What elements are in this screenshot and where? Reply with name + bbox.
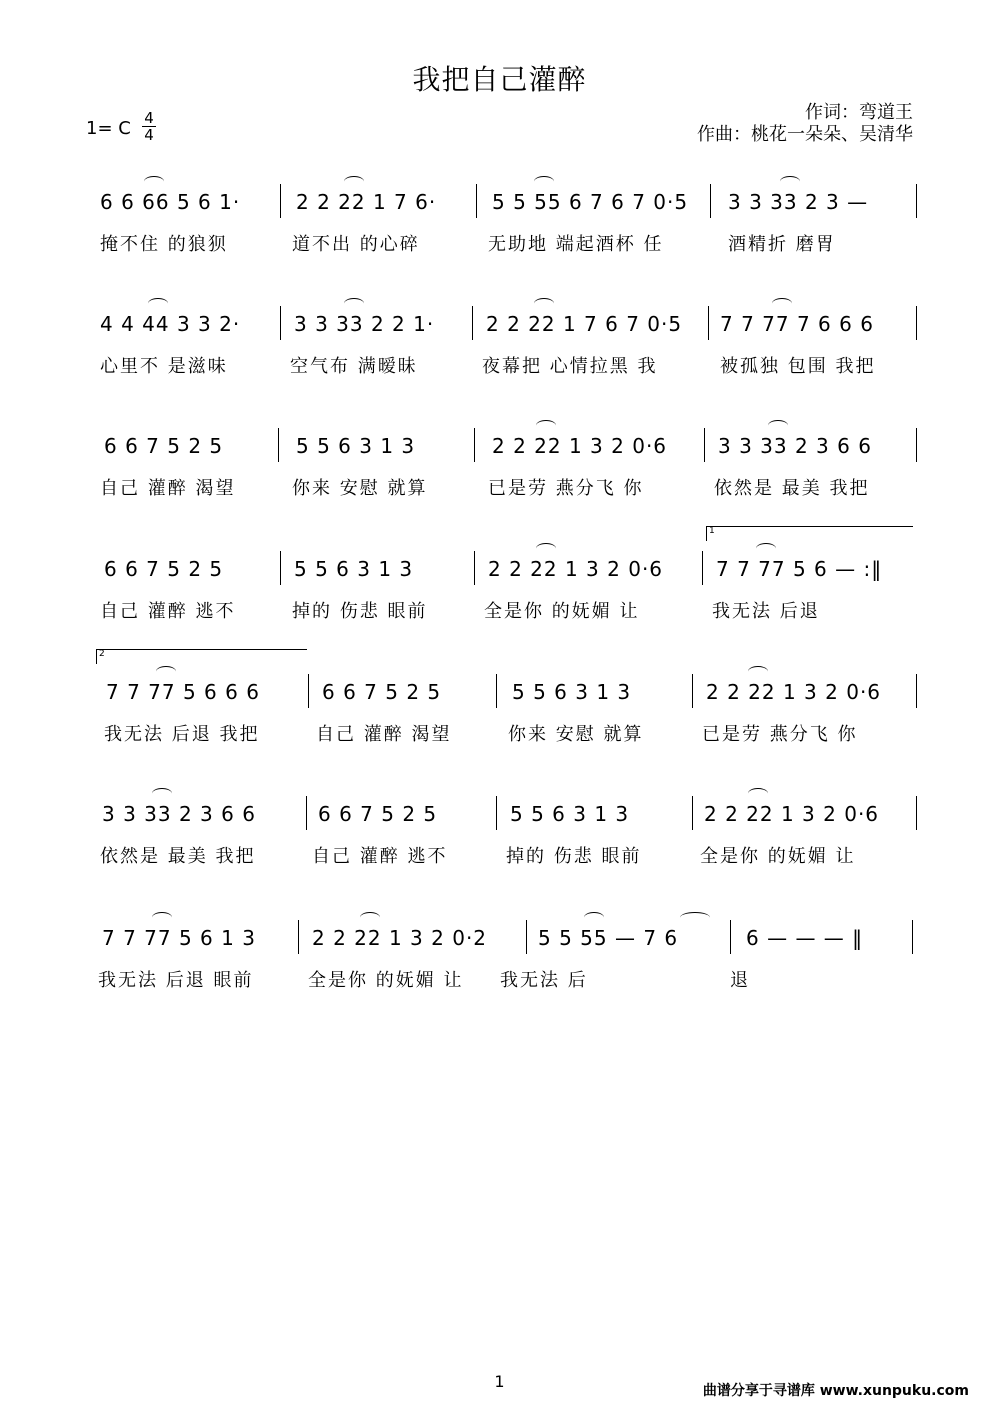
measure-notes: 2 2 22 1 3 2 0·6: [706, 680, 882, 704]
slur-mark: [152, 912, 172, 923]
volta-bracket-2: 2: [96, 649, 307, 664]
lyric-text: 已是劳 燕分飞 你: [488, 478, 644, 499]
composer-credit: 作曲：桃花一朵朵、吴清华: [697, 124, 913, 145]
lyric-text: 你来 安慰 就算: [508, 724, 644, 745]
measure-notes: 4 4 44 3 3 2·: [100, 312, 241, 336]
measure-notes: 6 6 7 5 2 5: [104, 434, 224, 458]
lyric-text: 全是你 的妩媚 让: [308, 970, 464, 991]
measure-notes: 5 5 6 3 1 3: [296, 434, 416, 458]
lyric-text: 酒精折 磨胃: [728, 234, 836, 255]
lyric-text: 已是劳 燕分飞 你: [702, 724, 858, 745]
measure-notes: 3 3 33 2 3 6 6: [718, 434, 872, 458]
lyric-text: 你来 安慰 就算: [292, 478, 428, 499]
lyric-text: 心里不 是滋味: [100, 356, 228, 377]
lyric-text: 自己 灌醉 渴望: [100, 478, 236, 499]
lyric-text: 我无法 后退 我把: [104, 724, 260, 745]
slur-mark: [768, 420, 788, 431]
time-signature-numerator: 4: [142, 110, 156, 127]
lyric-text: 我无法 后: [500, 970, 588, 991]
slur-mark: [360, 912, 380, 923]
lyric-text: 无助地 端起酒杯 任: [488, 234, 664, 255]
lyric-text: 依然是 最美 我把: [100, 846, 256, 867]
measure-notes: 2 2 22 1 7 6·: [296, 190, 437, 214]
slur-mark: [534, 176, 554, 187]
lyric-text: 空气布 满暧昧: [290, 356, 418, 377]
lyric-text: 我无法 后退 眼前: [98, 970, 254, 991]
measure-notes: 3 3 33 2 2 1·: [294, 312, 435, 336]
measure-notes: 7 7 77 5 6 — :‖: [716, 557, 883, 581]
lyric-text: 掉的 伤悲 眼前: [506, 846, 642, 867]
slur-mark: [144, 176, 164, 187]
footer-watermark: 曲谱分享于寻谱库 www.xunpuku.com: [702, 1383, 969, 1399]
slur-mark: [780, 176, 800, 187]
lyric-text: 退: [730, 970, 750, 991]
measure-notes: 5 5 55 — 7 6: [538, 926, 679, 950]
time-signature: [142, 110, 156, 143]
slur-mark: [344, 176, 364, 187]
measure-notes: 2 2 22 1 7 6 7 0·5: [486, 312, 683, 336]
measure-notes: 6 6 7 5 2 5: [322, 680, 442, 704]
measure-notes: 2 2 22 1 3 2 0·6: [488, 557, 664, 581]
lyric-text: 被孤独 包围 我把: [720, 356, 876, 377]
lyric-text: 全是你 的妩媚 让: [700, 846, 856, 867]
slur-mark: [748, 666, 768, 677]
slur-mark: [772, 298, 792, 309]
lyric-text: 道不出 的心碎: [292, 234, 420, 255]
lyric-text: 掉的 伤悲 眼前: [292, 601, 428, 622]
lyric-text: 掩不住 的狼狈: [100, 234, 228, 255]
measure-notes: 5 5 55 6 7 6 7 0·5: [492, 190, 689, 214]
measure-notes: 2 2 22 1 3 2 0·2: [312, 926, 488, 950]
lyric-text: 自己 灌醉 逃不: [312, 846, 448, 867]
lyric-text: 自己 灌醉 逃不: [100, 601, 236, 622]
measure-notes: 6 6 7 5 2 5: [318, 802, 438, 826]
time-signature-denominator: 4: [144, 126, 154, 144]
measure-notes: 6 6 66 5 6 1·: [100, 190, 241, 214]
lyric-text: 全是你 的妩媚 让: [484, 601, 640, 622]
song-title: 我把自己灌醉: [412, 63, 587, 96]
slur-mark: [156, 666, 176, 677]
measure-notes: 2 2 22 1 3 2 0·6: [492, 434, 668, 458]
slur-mark: [344, 298, 364, 309]
measure-notes: 6 6 7 5 2 5: [104, 557, 224, 581]
measure-notes: 7 7 77 5 6 6 6: [106, 680, 260, 704]
key-signature: 1= C: [86, 118, 131, 139]
measure-notes: 5 5 6 3 1 3: [512, 680, 632, 704]
lyric-text: 我无法 后退: [712, 601, 820, 622]
slur-mark: [534, 298, 554, 309]
slur-mark: [536, 543, 556, 554]
page-number: 1: [494, 1372, 505, 1391]
lyric-text: 依然是 最美 我把: [714, 478, 870, 499]
slur-mark: [756, 543, 776, 554]
lyricist-credit: 作词：弯道王: [805, 102, 913, 123]
measure-notes: 6 — — — ‖: [746, 926, 864, 950]
measure-notes: 3 3 33 2 3 6 6: [102, 802, 256, 826]
lyric-text: 自己 灌醉 渴望: [316, 724, 452, 745]
slur-mark: [148, 298, 168, 309]
measure-notes: 5 5 6 3 1 3: [510, 802, 630, 826]
measure-notes: 5 5 6 3 1 3: [294, 557, 414, 581]
lyric-text: 夜幕把 心情拉黑 我: [482, 356, 658, 377]
slur-mark: [152, 788, 172, 799]
measure-notes: 3 3 33 2 3 —: [728, 190, 869, 214]
measure-notes: 7 7 77 5 6 1 3: [102, 926, 256, 950]
slur-mark: [536, 420, 556, 431]
volta-bracket-1: 1: [706, 526, 913, 541]
slur-mark: [680, 912, 710, 923]
measure-notes: 7 7 77 7 6 6 6: [720, 312, 874, 336]
measure-notes: 2 2 22 1 3 2 0·6: [704, 802, 880, 826]
slur-mark: [584, 912, 604, 923]
slur-mark: [748, 788, 768, 799]
